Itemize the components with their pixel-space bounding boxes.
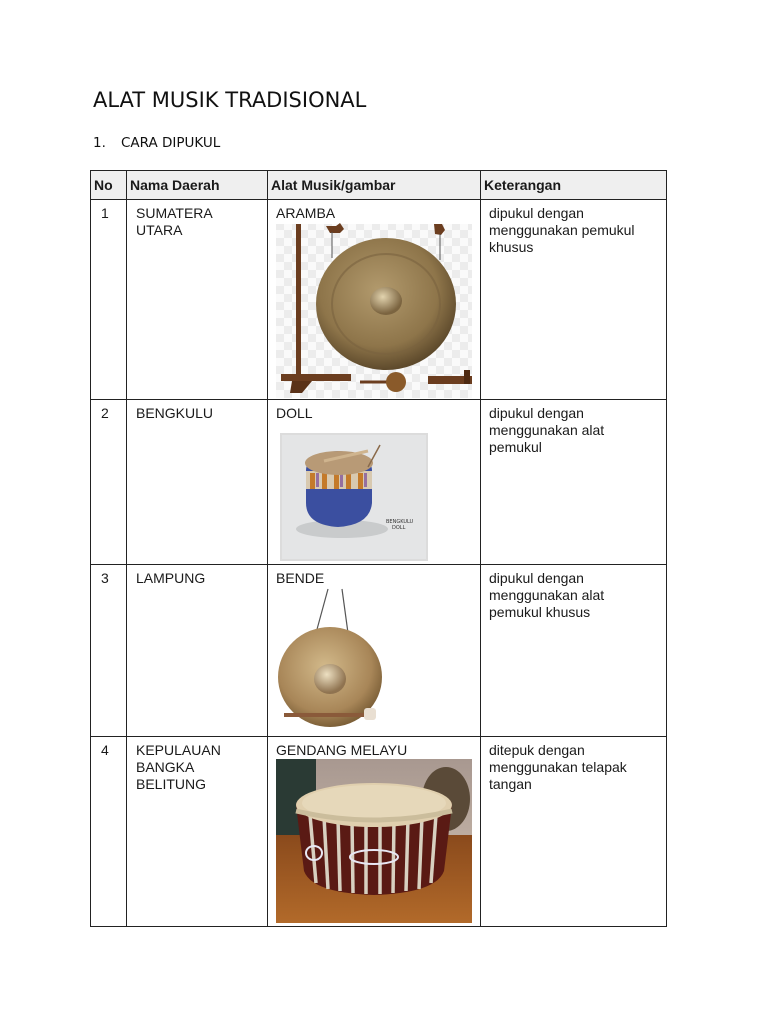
section-heading bbox=[93, 135, 220, 151]
table-row bbox=[91, 737, 667, 927]
header-description: Keterangan bbox=[481, 171, 667, 200]
table-row bbox=[91, 565, 667, 737]
table-header-row bbox=[91, 171, 667, 200]
gong-with-stand-image bbox=[276, 222, 480, 398]
row-number: 3 bbox=[91, 565, 127, 737]
row-number: 2 bbox=[91, 400, 127, 565]
page-title: ALAT MUSIK TRADISIONAL bbox=[93, 88, 367, 112]
instrument-cell bbox=[268, 400, 481, 565]
row-number: 4 bbox=[91, 737, 127, 927]
description: dipukul dengan menggunakan alat pemukul khusus bbox=[481, 565, 667, 737]
region-name: BENGKULU bbox=[127, 400, 268, 565]
malay-drum-photo bbox=[276, 759, 480, 923]
image-caption: BENGKULU bbox=[386, 519, 414, 525]
instrument-name: ARAMBA bbox=[276, 205, 336, 221]
section-label: CARA DIPUKUL bbox=[121, 135, 221, 151]
instrument-name: GENDANG MELAYU bbox=[276, 742, 408, 758]
description: ditepuk dengan menggunakan telapak tangan bbox=[481, 737, 667, 927]
instrument-cell bbox=[268, 737, 481, 927]
instrument-table bbox=[90, 170, 667, 927]
instrument-name: DOLL bbox=[276, 405, 313, 421]
header-no: No bbox=[91, 171, 127, 200]
description: dipukul dengan menggunakan alat pemukul bbox=[481, 400, 667, 565]
row-number: 1 bbox=[91, 200, 127, 400]
hanging-gong-image bbox=[276, 587, 480, 735]
instrument-cell bbox=[268, 200, 481, 400]
region-name: LAMPUNG bbox=[127, 565, 268, 737]
table-row bbox=[91, 400, 667, 565]
region-name: KEPULAUAN BANGKA BELITUNG bbox=[127, 737, 268, 927]
section-number: 1. bbox=[93, 135, 106, 151]
instrument-name: BENDE bbox=[276, 570, 325, 586]
header-region: Nama Daerah bbox=[127, 171, 268, 200]
drum-painted-image bbox=[280, 433, 480, 561]
description: dipukul dengan menggunakan pemukul khusus bbox=[481, 200, 667, 400]
region-name: SUMATERA UTARA bbox=[127, 200, 268, 400]
header-instrument: Alat Musik/gambar bbox=[268, 171, 481, 200]
instrument-cell bbox=[268, 565, 481, 737]
table-row bbox=[91, 200, 667, 400]
svg-text:DOLL: DOLL bbox=[392, 525, 406, 531]
